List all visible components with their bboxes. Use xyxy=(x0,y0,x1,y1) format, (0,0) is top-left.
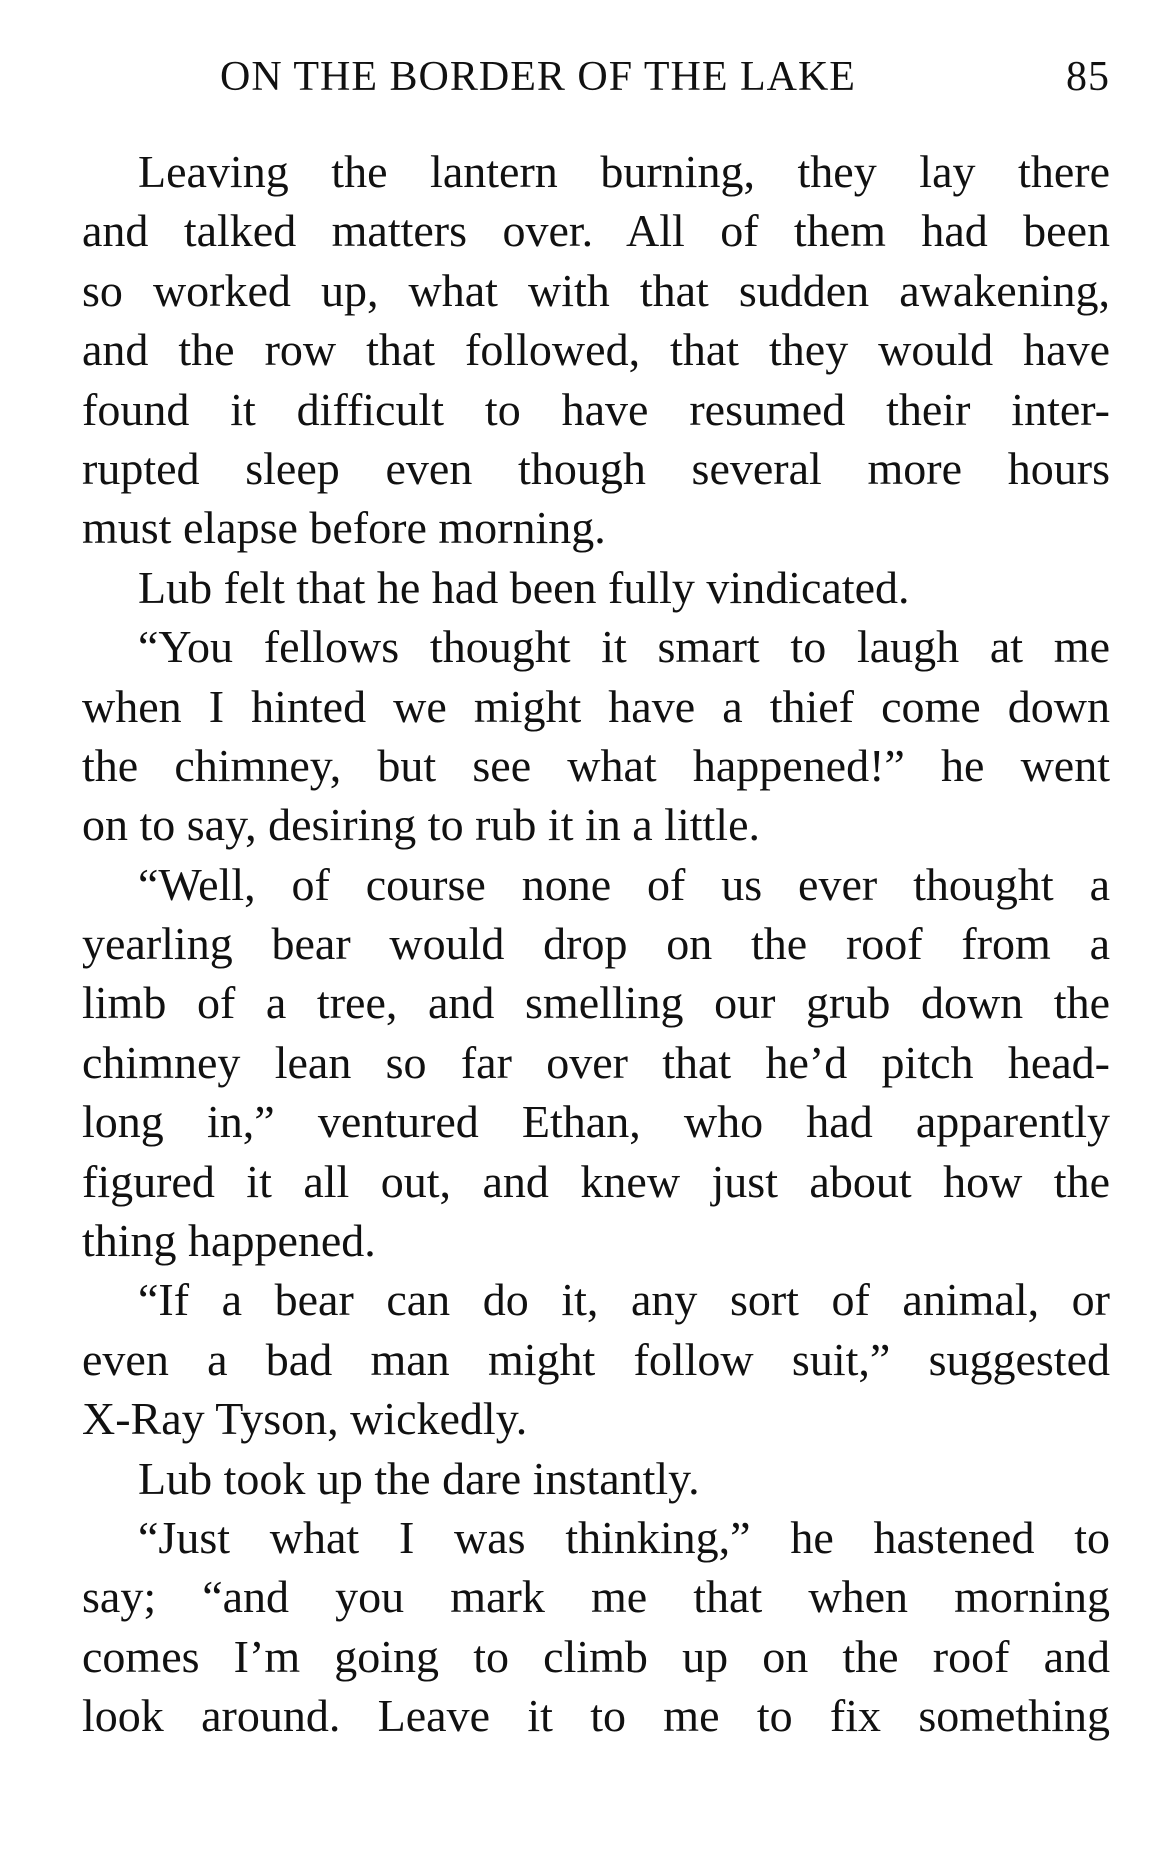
text-line: and talked matters over. All of them had been xyxy=(82,205,1110,257)
text-line: look around. Leave it to me to fix something xyxy=(82,1690,1110,1742)
text-line: when I hinted we might have a thief come down xyxy=(82,680,1110,732)
text-line: rupted sleep even though several more hours xyxy=(82,442,1110,494)
text-line: and the row that followed, that they would have xyxy=(82,324,1110,376)
text-line: “If a bear can do it, any sort of animal, or xyxy=(138,1274,1110,1326)
text-line: chimney lean so far over that he’d pitch head- xyxy=(82,1036,1110,1088)
text-line: the chimney, but see what happened!” he went xyxy=(82,739,1110,791)
page-number: 85 xyxy=(1066,54,1110,100)
text-line: Leaving the lantern burning, they lay there xyxy=(138,146,1110,197)
text-line: yearling bear would drop on the roof from a xyxy=(82,918,1110,970)
text-line: even a bad man might follow suit,” suggested xyxy=(82,1333,1110,1385)
text-line: “Well, of course none of us ever thought a xyxy=(138,858,1110,910)
text-line: figured it all out, and knew just about how the xyxy=(82,1155,1110,1207)
text-line: “Just what I was thinking,” he hastened to xyxy=(138,1511,1110,1563)
text-line: “You fellows thought it smart to laugh at me xyxy=(138,621,1110,673)
body-text xyxy=(82,142,1110,1746)
text-line: long in,” ventured Ethan, who had apparently xyxy=(82,1096,1110,1148)
running-head xyxy=(220,52,1110,102)
text-line: so worked up, what with that sudden awakening, xyxy=(82,264,1110,316)
text-line: limb of a tree, and smelling our grub down the xyxy=(82,977,1110,1029)
text-line: X-Ray Tyson, wickedly. xyxy=(82,1393,528,1445)
text-line: comes I’m going to climb up on the roof and xyxy=(82,1630,1110,1682)
text-line: must elapse before morning. xyxy=(82,502,606,554)
text-line: thing happened. xyxy=(82,1215,376,1267)
text-line: on to say, desiring to rub it in a little. xyxy=(82,799,760,851)
text-line: Lub felt that he had been fully vindicated. xyxy=(138,561,910,613)
text-line: Lub took up the dare instantly. xyxy=(138,1452,700,1504)
text-line: found it difficult to have resumed their inter- xyxy=(82,383,1110,435)
running-title: ON THE BORDER OF THE LAKE xyxy=(220,54,856,100)
text-line: say; “and you mark me that when morning xyxy=(82,1571,1110,1623)
